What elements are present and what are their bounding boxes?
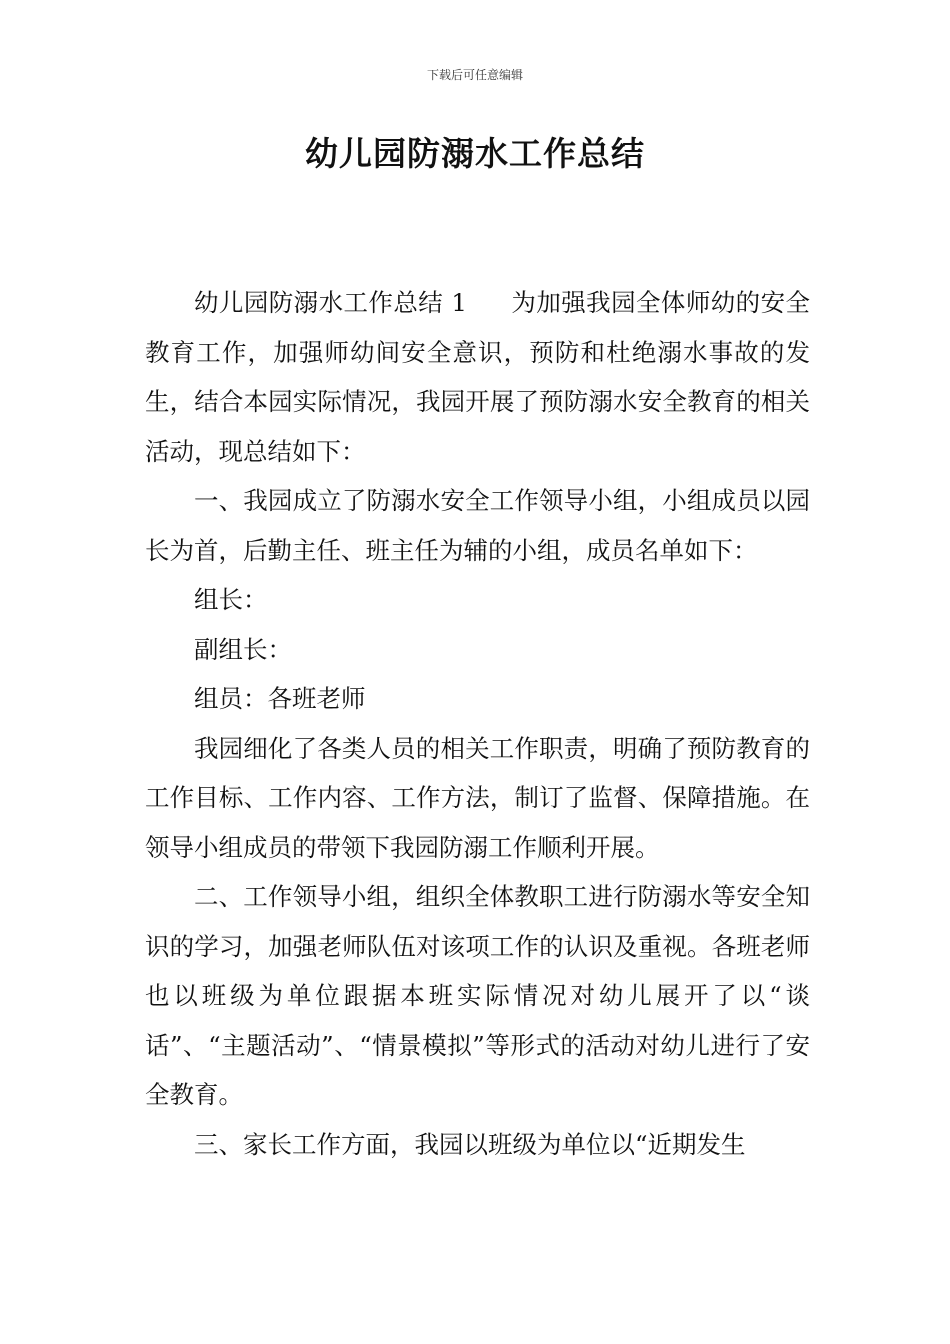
intro-paragraph <box>145 278 810 476</box>
header-note: 下载后可任意编辑 <box>426 68 523 82</box>
paragraph-2: 我园细化了各类人员的相关工作职责，明确了预防教育的工作目标、工作内容、工作方法，制订了监督、保障措施。在领导小组成员的带领下我园防溺工作顺利开展。 <box>145 733 810 862</box>
paragraph-3: 二、工作领导小组，组织全体教职工进行防溺水等安全知识的学习，加强老师队伍对该项工作的认识及重视。各班老师也以班级为单位跟据本班实际情况对幼儿展开了以“谈话”、“主题活动”、“情景模拟”等形式的活动对幼儿进行了安全教育。 <box>145 882 810 1109</box>
intro-text: 为加强我园全体师幼的安全教育工作，加强师幼间安全意识，预防和杜绝溺水事故的发生，结合本园实际情况，我园开展了预防溺水安全教育的相关活动，现总结如下： <box>145 288 811 466</box>
intro-heading: 幼儿园防溺水工作总结 1 <box>194 288 467 317</box>
leader-line: 组长： <box>194 585 268 614</box>
document-body <box>145 278 810 1169</box>
deputy-line: 副组长： <box>194 634 292 664</box>
paragraph-4: 三、家长工作方面，我园以班级为单位以“近期发生 <box>194 1129 746 1159</box>
paragraph-1: 一、我园成立了防溺水安全工作领导小组，小组成员以园长为首，后勤主任、班主任为辅的小组，成员名单如下： <box>145 486 810 565</box>
members-line: 组员：各班老师 <box>194 684 366 713</box>
document-title: 幼儿园防溺水工作总结 <box>305 134 645 173</box>
